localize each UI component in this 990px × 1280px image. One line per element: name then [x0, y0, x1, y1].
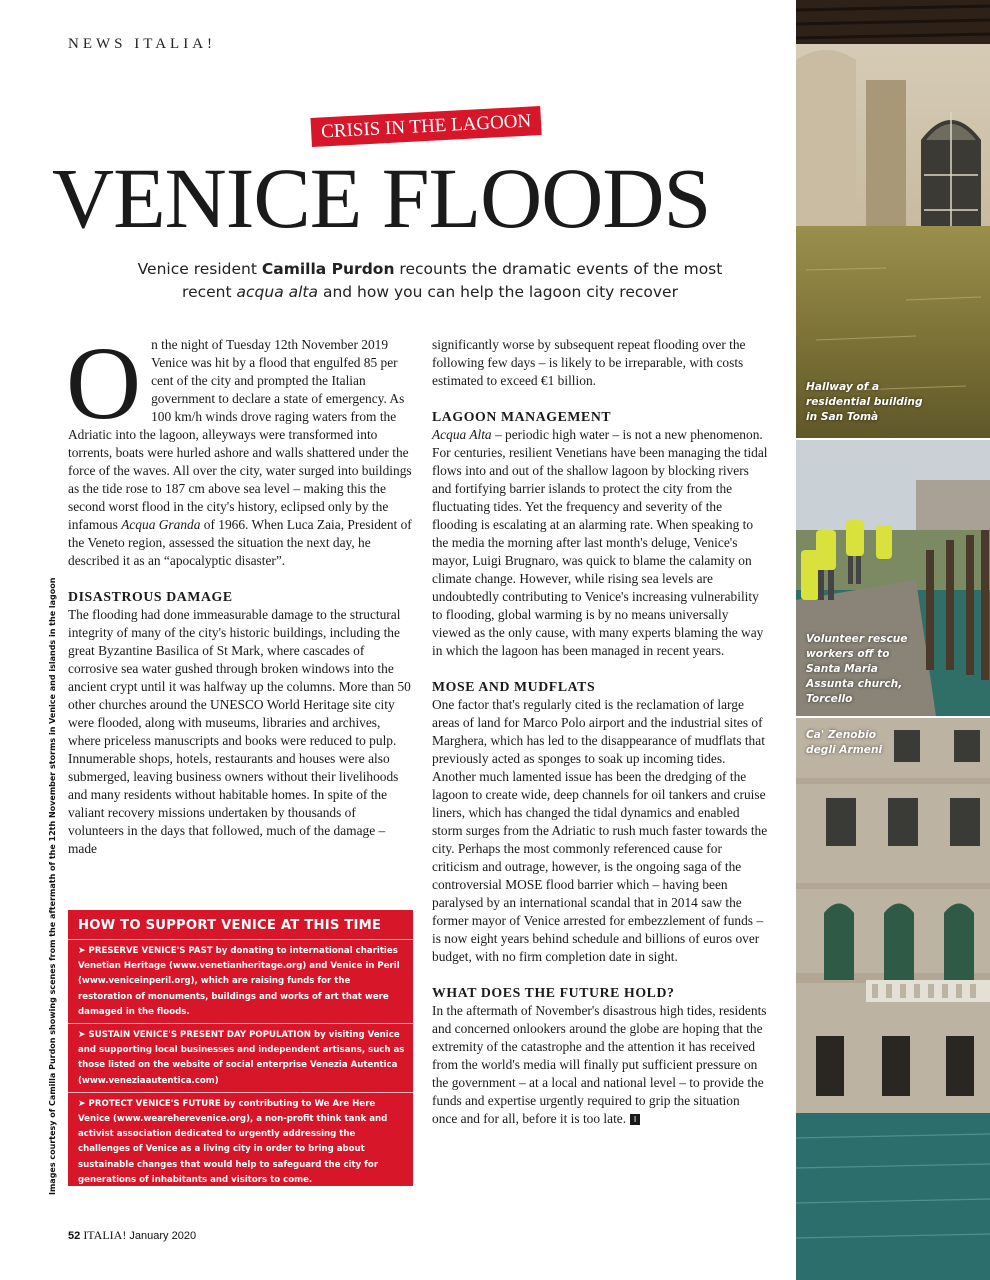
photo-caption	[806, 728, 882, 758]
standfirst	[120, 258, 740, 304]
body-text: In the aftermath of November's disastrous high tides, residents and concerned onlookers around the globe are hoping that the extremity of the catastrophe and the attention it has received from the world's media will finally put sufficient pressure on the government – at a local and national level – to provide the funds and expertise urgently required to grip the situation once and for all, before it is too late.	[432, 1003, 767, 1126]
intro-italic: Acqua Granda	[121, 517, 201, 532]
photo-rescue-workers	[796, 440, 990, 716]
end-mark-icon: I	[630, 1114, 640, 1125]
standfirst-italic: acqua alta	[236, 283, 319, 301]
intro-text: n the night of Tuesday 12th November 2019 Venice was hit by a flood that engulfed 85 per cent of the city and prompted the Italian government to declare a state of emergency. As 100 km/h winds drove raging waters from the Adriatic into the lagoon, alleyways were transformed into torrents, boats were hurled ashore and walls shattered under the force of the waves. All over the city, water surged into buildings as the tide rose to 187 cm above sea level – making this the second worst flood in the city's history, eclipsed only by the infamous	[68, 337, 412, 532]
support-item-text: PROTECT VENICE'S FUTURE by contributing to We Are Here Venice (www.weareherevenice.org), a non-profit think tank and activist association dedicated to urgently addressing the challenges of Venice as a living city in order to bring about sustainable changes that would help to safeguard the city for generations of inhabitants and visitors to come.	[78, 1098, 388, 1185]
image-credit: Images courtesy of Camilla Purdon showing scenes from the aftermath of the 12th November storms in Venice and islands in the lagoon	[48, 577, 57, 1195]
standfirst-text: Venice resident	[137, 260, 262, 278]
subheading: WHAT DOES THE FUTURE HOLD?	[432, 985, 675, 1000]
divider	[68, 939, 413, 940]
caption-line: Santa Maria	[806, 663, 878, 675]
caption-line: residential building	[806, 396, 923, 408]
standfirst-text: recounts the dramatic events of the most recent	[182, 260, 723, 301]
support-box	[68, 910, 413, 1186]
support-item	[78, 1028, 405, 1089]
article-title: VENICE FLOODS	[52, 150, 711, 246]
body-text: – periodic high water – is not a new phenomenon. For centuries, resilient Venetians have been managing the tidal flows into and out of the shallow lagoon by blocking rivers and fortifying barrier islands to protect the city from the fluctuating tides. Yet the frequency and severity of the flooding is escalating at an alarming rate. When speaking to the media the morning after last month's deluge, Venice's mayor, Luigi Brugnaro, was quick to blame the calamity on climate change. However, while rising sea levels are undoubtedly contributing to Venice's increasing vulnerability to flooding, global warming is by no means universally viewed as the only cause, with many experts blaming the way in which the lagoon has been managed in recent years.	[432, 427, 768, 658]
caption-line: in San Tomà	[806, 411, 879, 423]
body-paragraph: One factor that's regularly cited is the reclamation of large areas of land for Marco Polo airport and the industrial sites of Marghera, which has led to the disappearance of mudflats that previously acted as sponges to soak up incoming tides. Another much lamented issue has been the dredging of the lagoon to create wide, deep channels for oil tankers and cruise liners, which has changed the tidal dynamics and enabled storm surges from the Adriatic to rush much faster towards the city. Perhaps the most commonly referenced cause for criticism and outrage, however, is the ongoing saga of the controversial MOSE flood barrier which – having been paralysed by an international scandal that in 2014 saw the former mayor of Venice arrested for embezzlement of funds – is now eight years behind schedule and billions of euros over budget, with no firm completion date in sight.	[432, 697, 768, 964]
caption-line: Hallway of a	[806, 381, 880, 393]
page-number: 52	[68, 1230, 81, 1242]
photo-caption	[806, 380, 923, 425]
support-item	[78, 944, 405, 1020]
caption-line: workers off to	[806, 648, 890, 660]
caption-line: Assunta church,	[806, 678, 903, 690]
body-paragraph: The flooding had done immeasurable damage to the structural integrity of many of the city's historic buildings, including the great Byzantine Basilica of St Mark, where cascades of corrosive sea water gushed through broken windows into the ancient crypt until it was halfway up the columns. More than 50 other churches around the UNESCO World Heritage site city were flooded, along with museums, libraries and archives, where priceless manuscripts and books were reduced to pulp. Innumerable shops, hotels, restaurants and houses were also submerged, leaving business owners without their livelihoods and many residents without habitable homes. In spite of the valiant recovery missions undertaken by thousands of volunteers in the days that followed, much of the damage – made	[68, 607, 411, 856]
body-italic: Acqua Alta	[432, 427, 492, 442]
arrow-icon: ➤	[78, 1030, 86, 1041]
arrow-icon: ➤	[78, 946, 86, 956]
article-column-1	[66, 326, 412, 858]
kicker-banner: CRISIS IN THE LAGOON	[310, 106, 541, 147]
divider	[68, 1092, 413, 1093]
intro-paragraph	[66, 326, 412, 570]
caption-line: Torcello	[806, 693, 853, 705]
drop-cap: O	[66, 326, 142, 441]
body-paragraph	[432, 1002, 768, 1128]
body-paragraph: significantly worse by subsequent repeat flooding over the following few days – is likely to be irreparable, with costs estimated to exceed €1 billion.	[432, 337, 746, 388]
arrow-icon: ➤	[78, 1098, 86, 1109]
photo-palazzo	[796, 718, 990, 1280]
article-column-2	[432, 336, 768, 1128]
photo-hallway	[796, 0, 990, 438]
support-item	[78, 1097, 405, 1188]
author-name: Camilla Purdon	[261, 260, 395, 278]
caption-line: Volunteer rescue	[806, 633, 908, 645]
magazine-name: ITALIA!	[83, 1228, 127, 1242]
body-paragraph	[432, 426, 768, 660]
page-footer	[68, 1228, 196, 1243]
palazzo-image	[796, 718, 990, 1280]
photo-caption	[806, 632, 908, 707]
subheading: DISASTROUS DAMAGE	[68, 589, 233, 604]
subheading: MOSE AND MUDFLATS	[432, 679, 596, 694]
standfirst-text: and how you can help the lagoon city recover	[318, 283, 678, 301]
support-item-text: SUSTAIN VENICE'S PRESENT DAY POPULATION by visiting Venice and supporting local businesses and independent artisans, such as those listed on the website of social enterprise Venezia Autentica (www.veneziaautentica.com)	[78, 1030, 405, 1086]
intro-text: of 1966. When Luca Zaia, President of the Veneto region, assessed the situation the next day, he described it as an “apocalyptic disaster”.	[68, 517, 412, 568]
caption-line: Ca' Zenobio	[806, 729, 877, 741]
divider	[68, 1023, 413, 1024]
support-box-title: HOW TO SUPPORT VENICE AT THIS TIME	[78, 918, 382, 933]
section-label: NEWS ITALIA!	[68, 36, 217, 52]
hallway-image	[796, 0, 990, 438]
support-item-text: PRESERVE VENICE'S PAST by donating to international charities Venetian Heritage (www.venetianheritage.org) and Venice in Peril (www.veniceinperil.org), which are raising funds for the restoration of monuments, buildings and works of art that were damaged in the floods.	[78, 946, 400, 1017]
issue-date: January 2020	[129, 1230, 197, 1242]
caption-line: degli Armeni	[806, 744, 883, 756]
subheading: LAGOON MANAGEMENT	[432, 409, 612, 424]
